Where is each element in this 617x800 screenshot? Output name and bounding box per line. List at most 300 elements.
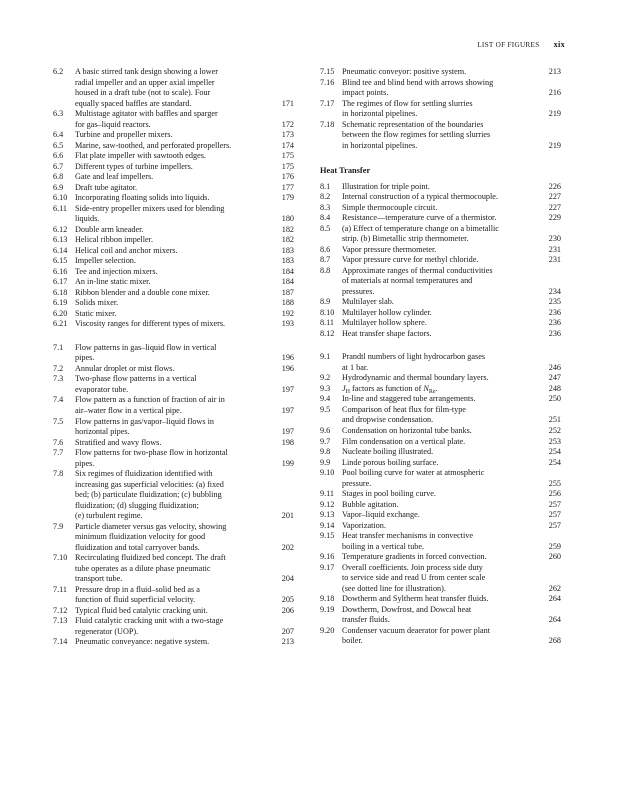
- figure-number: 8.7: [320, 255, 331, 265]
- caption-line: Incorporating floating solids into liquids.: [75, 193, 210, 203]
- caption-line: bed; (b) particulate fluidization; (c) bubbling: [75, 490, 222, 500]
- caption-line: Typical fluid bed catalytic cracking unit.: [75, 605, 208, 615]
- figure-page-number: 205: [281, 595, 294, 605]
- figure-number: 9.6: [320, 425, 331, 435]
- figure-page-number: 219: [548, 140, 561, 150]
- caption-line: increasing gas superficial velocities: (a) fixed: [75, 479, 224, 489]
- caption-line: Comparison of heat flux for film-type: [342, 404, 466, 414]
- caption-line: Dowtherm, Dowfrost, and Dowcal heat: [342, 604, 472, 614]
- figure-number: 6.11: [53, 203, 68, 213]
- figure-page-number: 198: [281, 437, 294, 447]
- caption-line: In-line and staggered tube arrangements.: [342, 394, 476, 404]
- caption-line: Two-phase flow patterns in a vertical: [75, 374, 197, 384]
- figure-entry: [53, 162, 294, 173]
- figure-caption: [342, 384, 561, 395]
- figure-page-number: 246: [548, 362, 561, 372]
- caption-line: Pneumatic conveyance: negative system.: [75, 637, 210, 647]
- caption-line: housed in a draft tube (not to scale). Four: [75, 88, 211, 98]
- caption-line: Fluid catalytic cracking unit with a two-stage: [75, 616, 224, 626]
- caption-line: impact points.: [342, 88, 389, 98]
- caption-line: fluidization; (d) slugging fluidization;: [75, 500, 199, 510]
- figure-page-number: 256: [548, 489, 561, 499]
- figure-entry: [53, 193, 294, 204]
- figure-entry: [320, 78, 561, 99]
- figure-caption: [342, 203, 561, 214]
- figure-number: 8.9: [320, 297, 331, 307]
- caption-line: Recirculating fluidized bed concept. The draft: [75, 553, 226, 563]
- caption-line: air–water flow in a vertical pipe.: [75, 405, 182, 415]
- figure-entry: [320, 373, 561, 384]
- figure-number: 7.16: [320, 77, 335, 87]
- figure-page-number: 262: [548, 583, 561, 593]
- figure-caption: [342, 182, 561, 193]
- figure-caption: [342, 329, 561, 340]
- figure-caption: [75, 267, 294, 278]
- figure-number: 7.3: [53, 374, 64, 384]
- caption-line: Solids mixer.: [75, 298, 119, 308]
- figure-entry: [53, 288, 294, 299]
- figure-caption: [75, 606, 294, 617]
- caption-line: Internal construction of a typical thermocouple.: [342, 192, 498, 202]
- figure-entry: [320, 224, 561, 245]
- caption-line: Bubble agitation.: [342, 499, 399, 509]
- caption-line: Flow patterns for two-phase flow in horizontal: [75, 448, 228, 458]
- left-column: [53, 67, 294, 648]
- caption-line: Different types of turbine impellers.: [75, 161, 193, 171]
- figure-number: 8.1: [320, 181, 331, 191]
- caption-line: Helical coil and anchor mixers.: [75, 245, 178, 255]
- caption-line: transfer fluids.: [342, 615, 390, 625]
- caption-line: Linde porous boiling surface.: [342, 457, 439, 467]
- figure-page-number: 257: [548, 510, 561, 520]
- caption-line: Flow patterns in gas–liquid flow in vertical: [75, 342, 217, 352]
- caption-line: Impeller selection.: [75, 256, 136, 266]
- figure-entry: [320, 120, 561, 152]
- figure-entry: [320, 192, 561, 203]
- figure-number: 9.16: [320, 552, 335, 562]
- figure-number: 9.1: [320, 352, 331, 362]
- figure-number: 9.12: [320, 499, 335, 509]
- caption-line: function of fluid superficial velocity.: [75, 595, 196, 605]
- figure-caption: [342, 489, 561, 500]
- figure-caption: [342, 510, 561, 521]
- figure-caption: [75, 298, 294, 309]
- figure-caption: [75, 469, 294, 522]
- figure-entry: [320, 426, 561, 437]
- right-column: [320, 67, 561, 647]
- figure-caption: [75, 162, 294, 173]
- figure-caption: [342, 468, 561, 489]
- figure-entry: [320, 437, 561, 448]
- figure-caption: [342, 563, 561, 595]
- caption-line: Temperature gradients in forced convection.: [342, 552, 487, 562]
- caption-line: Flat plate impeller with sawtooth edges.: [75, 151, 206, 161]
- figure-page-number: 253: [548, 436, 561, 446]
- figure-number: 7.11: [53, 584, 68, 594]
- figure-number: 7.15: [320, 67, 335, 76]
- figure-page-number: 183: [281, 256, 294, 266]
- figure-caption: [75, 585, 294, 606]
- figure-entry: [320, 468, 561, 489]
- caption-line: Condensation on horizontal tube banks.: [342, 425, 472, 435]
- figure-number: 9.14: [320, 520, 335, 530]
- figure-number: 9.20: [320, 625, 335, 635]
- figure-number: 7.17: [320, 98, 335, 108]
- caption-line: Stratified and wavy flows.: [75, 437, 162, 447]
- figure-page-number: 173: [281, 130, 294, 140]
- figure-entry: [320, 99, 561, 120]
- figure-page-number: 219: [548, 109, 561, 119]
- figure-page-number: 206: [281, 605, 294, 615]
- figure-caption: [342, 266, 561, 298]
- figure-entry: [320, 489, 561, 500]
- figure-entry: [320, 552, 561, 563]
- figure-entry: [320, 447, 561, 458]
- caption-line: Dowtherm and Syltherm heat transfer fluids.: [342, 594, 489, 604]
- caption-line: boiling in a vertical tube.: [342, 541, 425, 551]
- figure-page-number: 231: [548, 244, 561, 254]
- figure-caption: [75, 193, 294, 204]
- figure-caption: [75, 448, 294, 469]
- figure-page-number: 177: [281, 182, 294, 192]
- caption-line: Heat transfer mechanisms in convective: [342, 531, 473, 541]
- figure-page-number: 175: [281, 161, 294, 171]
- caption-line: Static mixer.: [75, 308, 117, 318]
- caption-line: strip. (b) Bimetallic strip thermometer.: [342, 234, 469, 244]
- figure-caption: [75, 109, 294, 130]
- figure-entry: [53, 204, 294, 225]
- caption-line: (see dotted line for illustration).: [342, 583, 446, 593]
- figure-number: 6.12: [53, 224, 68, 234]
- figure-caption: [342, 78, 561, 99]
- figure-caption: [342, 373, 561, 384]
- figure-caption: [75, 277, 294, 288]
- figure-number: 6.19: [53, 298, 68, 308]
- figure-entry: [53, 67, 294, 109]
- figure-entry: [320, 308, 561, 319]
- figure-number: 7.4: [53, 395, 64, 405]
- caption-line: Vapor pressure thermometer.: [342, 244, 437, 254]
- figure-number: 6.21: [53, 319, 68, 329]
- figure-caption: [342, 255, 561, 266]
- figure-number: 9.3: [320, 383, 331, 393]
- figure-entry: [320, 458, 561, 469]
- caption-line: fluidization and total carryover bands.: [75, 542, 200, 552]
- caption-line: minimum fluidization velocity for good: [75, 532, 206, 542]
- figure-page-number: 235: [548, 297, 561, 307]
- figure-caption: [75, 309, 294, 320]
- figure-page-number: 234: [548, 286, 561, 296]
- figure-number: 8.10: [320, 307, 335, 317]
- figure-page-number: 188: [281, 298, 294, 308]
- figure-page-number: 264: [548, 594, 561, 604]
- figure-number: 7.14: [53, 637, 68, 647]
- figure-number: 6.18: [53, 287, 68, 297]
- figure-number: 9.5: [320, 404, 331, 414]
- figure-number: 6.9: [53, 182, 64, 192]
- figure-caption: [342, 458, 561, 469]
- caption-line: Film condensation on a vertical plate.: [342, 436, 466, 446]
- figure-number: 8.5: [320, 223, 331, 233]
- caption-line: Flow patterns in gas/vapor–liquid flows in: [75, 416, 214, 426]
- figure-number: 8.4: [320, 213, 331, 223]
- figure-caption: [342, 67, 561, 78]
- caption-line: Particle diameter versus gas velocity, showing: [75, 521, 227, 531]
- figure-caption: [75, 246, 294, 257]
- caption-line: Annular droplet or mist flows.: [75, 363, 175, 373]
- figure-caption: [342, 245, 561, 256]
- figure-entry: [320, 245, 561, 256]
- figure-entry: [53, 417, 294, 438]
- figure-caption: [75, 374, 294, 395]
- caption-line: Vapor–liquid exchange.: [342, 510, 420, 520]
- figure-number: 6.17: [53, 277, 68, 287]
- caption-line: in horizontal pipelines.: [342, 109, 418, 119]
- figure-caption: [342, 352, 561, 373]
- figure-entry: [320, 329, 561, 340]
- figure-page-number: 236: [548, 328, 561, 338]
- caption-line: Simple thermocouple circuit.: [342, 202, 438, 212]
- figure-entry: [320, 521, 561, 532]
- figure-number: 7.7: [53, 448, 64, 458]
- figure-entry: [53, 637, 294, 648]
- figure-number: 9.4: [320, 394, 331, 404]
- figure-caption: [75, 553, 294, 585]
- figure-number: 7.5: [53, 416, 64, 426]
- figure-page-number: 184: [281, 266, 294, 276]
- figure-entry: [320, 266, 561, 298]
- figure-caption: [342, 447, 561, 458]
- figure-number: 6.6: [53, 151, 64, 161]
- figure-entry: [320, 405, 561, 426]
- figure-entry: [320, 500, 561, 511]
- figure-page-number: 230: [548, 234, 561, 244]
- figure-number: 9.8: [320, 447, 331, 457]
- figure-entry: [320, 626, 561, 647]
- section-heading-heat-transfer: Heat Transfer: [320, 166, 371, 176]
- figure-number: 8.2: [320, 192, 331, 202]
- caption-line: at 1 bar.: [342, 362, 369, 372]
- figure-entry: [53, 277, 294, 288]
- figure-page-number: 226: [548, 181, 561, 191]
- figure-entry: [53, 395, 294, 416]
- caption-line: pipes.: [75, 458, 95, 468]
- figure-entry: [320, 510, 561, 521]
- caption-line: regenerator (UOP).: [75, 626, 139, 636]
- figure-number: 8.3: [320, 202, 331, 212]
- figure-entry: [320, 384, 561, 395]
- figure-entry: [320, 255, 561, 266]
- figure-page-number: 201: [281, 511, 294, 521]
- figure-entry: [53, 585, 294, 606]
- figure-caption: [75, 183, 294, 194]
- figure-caption: [75, 364, 294, 375]
- running-head: [477, 40, 565, 49]
- figure-caption: [75, 288, 294, 299]
- figure-page-number: 196: [281, 353, 294, 363]
- figure-page-number: 264: [548, 615, 561, 625]
- figure-entry: [53, 267, 294, 278]
- caption-line: Vapor pressure curve for methyl chloride.: [342, 255, 479, 265]
- page-number: xix: [553, 40, 565, 49]
- figure-number: 7.10: [53, 553, 68, 563]
- figure-number: 6.16: [53, 266, 68, 276]
- figure-caption: [342, 521, 561, 532]
- caption-line: Helical ribbon impeller.: [75, 235, 153, 245]
- figure-page-number: 259: [548, 541, 561, 551]
- caption-line: and dropwise condensation.: [342, 415, 434, 425]
- figure-page-number: 197: [281, 405, 294, 415]
- figure-page-number: 197: [281, 384, 294, 394]
- figure-number: 6.5: [53, 140, 64, 150]
- figure-number: 7.8: [53, 469, 64, 479]
- figure-entry: [320, 182, 561, 193]
- figure-caption: [342, 308, 561, 319]
- figure-entry: [320, 352, 561, 373]
- running-title: LIST OF FIGURES: [477, 41, 540, 49]
- figure-page-number: 202: [281, 542, 294, 552]
- figure-caption: [342, 224, 561, 245]
- caption-line: Prandtl numbers of light hydrocarbon gases: [342, 352, 486, 362]
- figure-entry: [320, 531, 561, 552]
- figure-entry: [320, 67, 561, 78]
- caption-line: Resistance—temperature curve of a thermistor.: [342, 213, 497, 223]
- caption-line: Multilayer hollow cylinder.: [342, 307, 432, 317]
- figure-number: 9.2: [320, 373, 331, 383]
- caption-line: Stages in pool boiling curve.: [342, 489, 436, 499]
- figure-caption: [75, 256, 294, 267]
- caption-line: Flow pattern as a function of fraction of air in: [75, 395, 225, 405]
- caption-line: Double arm kneader.: [75, 224, 144, 234]
- figure-page-number: 229: [548, 213, 561, 223]
- figure-entry: [320, 318, 561, 329]
- figure-entry: [53, 298, 294, 309]
- figure-number: 6.8: [53, 172, 64, 182]
- figure-entry: [320, 394, 561, 405]
- caption-line: between the flow regimes for settling slurries: [342, 130, 491, 140]
- caption-line: An in-line static mixer.: [75, 277, 151, 287]
- figure-number: 9.15: [320, 531, 335, 541]
- figure-entry: [53, 616, 294, 637]
- figure-number: 6.4: [53, 130, 64, 140]
- caption-line: Multistage agitator with baffles and sparger: [75, 109, 218, 119]
- caption-line: Pressure drop in a fluid–solid bed as a: [75, 584, 200, 594]
- caption-line: pipes.: [75, 353, 95, 363]
- caption-line: Condenser vacuum deaerator for power plant: [342, 625, 490, 635]
- figure-page-number: 196: [281, 363, 294, 373]
- figure-number: 6.15: [53, 256, 68, 266]
- caption-line: $J_H$ factors as function of $N_{Re}$.: [342, 383, 438, 395]
- figure-entry: [53, 141, 294, 152]
- figure-entry: [53, 172, 294, 183]
- figure-caption: [75, 204, 294, 225]
- figure-page-number: 247: [548, 373, 561, 383]
- figure-caption: [75, 151, 294, 162]
- figure-caption: [342, 437, 561, 448]
- caption-line: Six regimes of fluidization identified with: [75, 469, 213, 479]
- caption-line: (a) Effect of temperature change on a bimetallic: [342, 223, 499, 233]
- figure-page-number: 236: [548, 307, 561, 317]
- figure-entry: [53, 522, 294, 554]
- figure-page-number: 193: [281, 319, 294, 329]
- figure-page-number: 199: [281, 458, 294, 468]
- caption-line: Hydrodynamic and thermal boundary layers.: [342, 373, 489, 383]
- right-column-top-list: [320, 67, 561, 151]
- figure-number: 7.6: [53, 437, 64, 447]
- figure-page-number: 182: [281, 224, 294, 234]
- figure-entry: [53, 438, 294, 449]
- caption-line: Gate and leaf impellers.: [75, 172, 154, 182]
- caption-line: Draft tube agitator.: [75, 182, 138, 192]
- figure-caption: [342, 605, 561, 626]
- caption-line: Pneumatic conveyor: positive system.: [342, 67, 467, 76]
- figure-number: 6.10: [53, 193, 68, 203]
- figure-entry: [53, 374, 294, 395]
- figure-caption: [75, 130, 294, 141]
- figure-caption: [342, 318, 561, 329]
- figure-caption: [342, 626, 561, 647]
- caption-line: Approximate ranges of thermal conductivities: [342, 265, 493, 275]
- figure-caption: [75, 319, 294, 330]
- caption-line: The regimes of flow for settling slurries: [342, 98, 473, 108]
- figure-caption: [342, 531, 561, 552]
- figure-page-number: 213: [548, 67, 561, 76]
- figure-entry: [320, 213, 561, 224]
- caption-line: pressures.: [342, 286, 375, 296]
- caption-line: pressure.: [342, 478, 372, 488]
- figure-caption: [342, 192, 561, 203]
- figure-number: 7.1: [53, 342, 64, 352]
- figure-entry: [53, 225, 294, 236]
- figure-number: 9.10: [320, 468, 335, 478]
- caption-line: Blind tee and blind bend with arrows showing: [342, 77, 494, 87]
- figure-number: 8.12: [320, 328, 335, 338]
- figure-number: 9.11: [320, 489, 335, 499]
- figure-caption: [75, 438, 294, 449]
- figure-caption: [342, 426, 561, 437]
- figure-caption: [342, 297, 561, 308]
- figure-entry: [53, 469, 294, 522]
- caption-line: Marine, saw-toothed, and perforated propellers.: [75, 140, 232, 150]
- caption-line: (e) turbulent regime.: [75, 511, 143, 521]
- figure-number: 8.8: [320, 265, 331, 275]
- figure-page-number: 183: [281, 245, 294, 255]
- figure-caption: [342, 405, 561, 426]
- figure-page-number: 248: [548, 383, 561, 393]
- figure-caption: [75, 235, 294, 246]
- figure-entry: [53, 183, 294, 194]
- figure-number: 9.9: [320, 457, 331, 467]
- figure-number: 6.20: [53, 308, 68, 318]
- figure-number: 7.9: [53, 521, 64, 531]
- figure-page-number: 213: [281, 637, 294, 647]
- figure-page-number: 250: [548, 394, 561, 404]
- caption-line: Viscosity ranges for different types of mixers.: [75, 319, 226, 329]
- figure-page-number: 268: [548, 636, 561, 646]
- caption-line: Nucleate boiling illustrated.: [342, 447, 434, 457]
- figure-caption: [75, 522, 294, 554]
- caption-line: Heat transfer shape factors.: [342, 328, 432, 338]
- figure-number: 9.13: [320, 510, 335, 520]
- figure-caption: [75, 141, 294, 152]
- figure-number: 7.18: [320, 119, 335, 129]
- caption-line: Tee and injection mixers.: [75, 266, 158, 276]
- figure-number: 8.6: [320, 244, 331, 254]
- figure-entry: [53, 130, 294, 141]
- caption-line: of materials at normal temperatures and: [342, 276, 473, 286]
- figure-page-number: 176: [281, 172, 294, 182]
- figure-number: 9.18: [320, 594, 335, 604]
